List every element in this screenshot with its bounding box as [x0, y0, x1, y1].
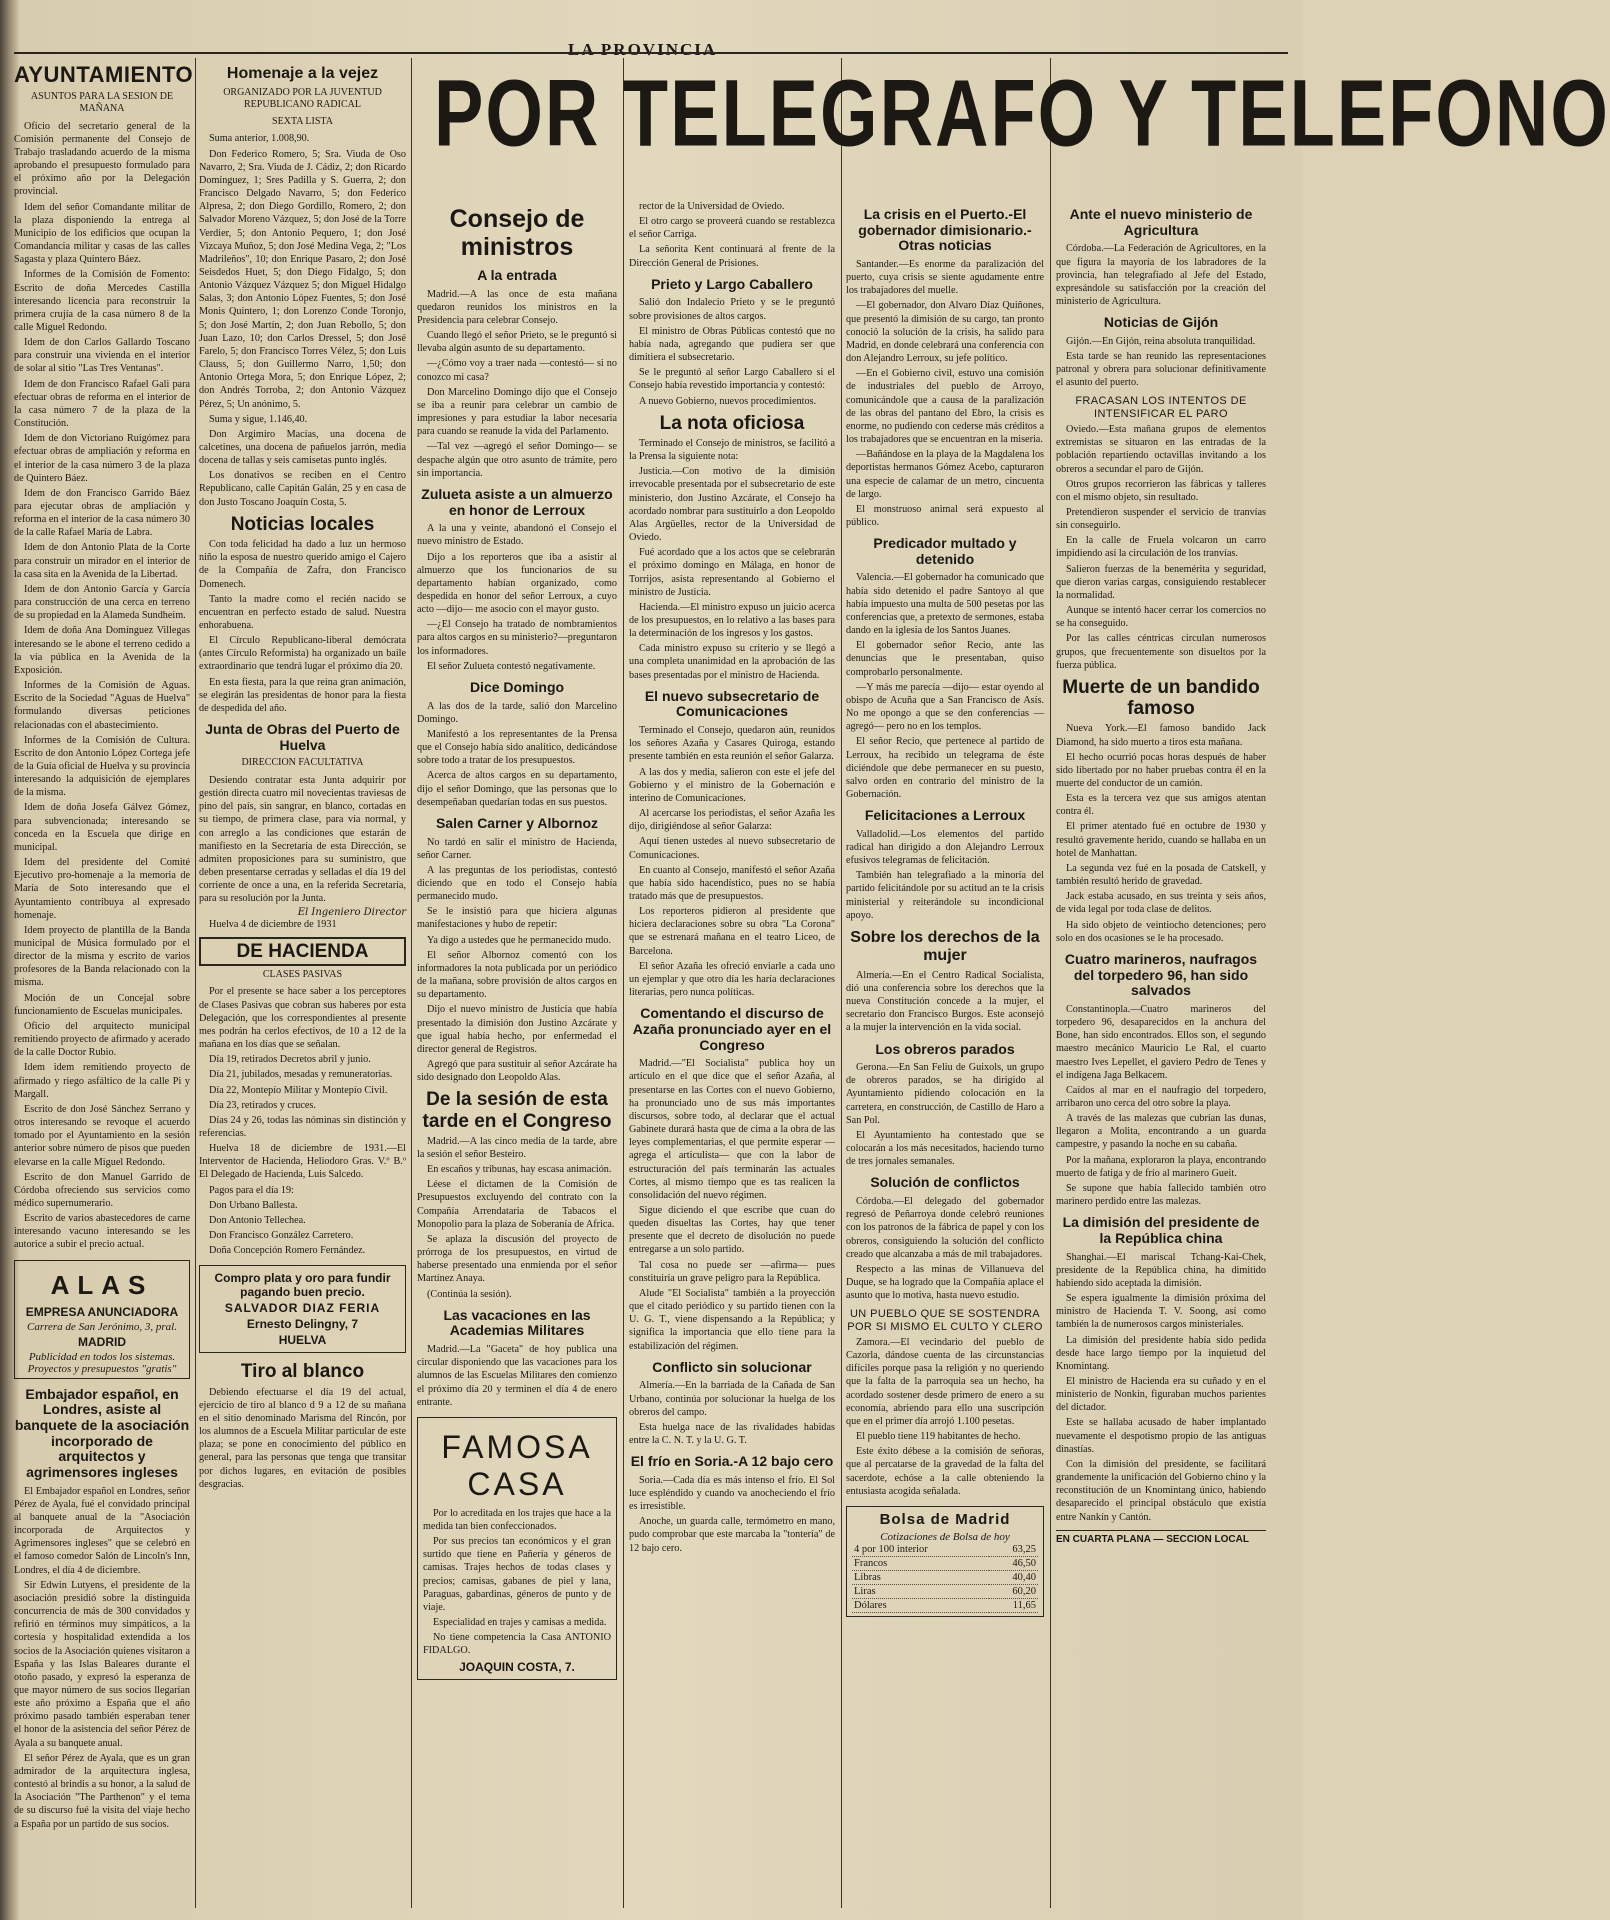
bolsa-row — [852, 1570, 1038, 1584]
paragraph: Día 21, jubilados, mesadas y remuneratorias. — [209, 1069, 393, 1081]
paragraph: Día 19, retirados Decretos abril y junio. — [209, 1054, 371, 1066]
paragraph: Doña Concepción Romero Fernández. — [209, 1245, 366, 1257]
bolsa-row — [852, 1598, 1038, 1612]
ad-line: Publicidad en todos los sistemas. Proyectos y presupuestos "gratis" — [27, 1350, 177, 1375]
paragraph: El pueblo tiene 119 habitantes de hecho. — [856, 1431, 1021, 1443]
paragraph: Ha sido objeto de veintiocho detenciones; pero solo en dos ocasiones se le ha procesado. — [1056, 919, 1266, 944]
dateline: Huelva 4 de diciembre de 1931 — [209, 919, 337, 931]
article-body — [846, 258, 1044, 529]
paragraph: rector de la Universidad de Oviedo. — [639, 201, 785, 212]
paragraph: Tanto la madre como el recién nacido se encuentran en perfecto estado de salud. Nuestra enhorabuena. — [199, 593, 406, 631]
paragraph: Dijo el nuevo ministro de Justicia que había presentado la dimisión don Justino Azcárate y que igual había hecho, por enfermedad el director general de Registros. — [417, 1004, 617, 1055]
paragraph: El gobernador señor Recio, ante las denuncias que le presentaban, quiso comprobarlo personalmente. — [846, 640, 1044, 678]
paragraph: El señor Pérez de Ayala, que es un gran admirador de la arquitectura inglesa, contestó al brindis a su honor, a la salud de la Asociación "The Parthenon" y el tema de su discurso fué la visita del viaje hecho a España por un partido de sus socios. — [14, 1752, 190, 1830]
paragraph: El señor Azaña les ofreció enviarle a cada uno un ejemplar y que otro día les haría declaraciones literarias, pero nunca políticas. — [629, 960, 835, 999]
ad-line: JOAQUIN COSTA, 7. — [459, 1659, 575, 1674]
bolsa-value: 40,40 — [989, 1570, 1038, 1584]
article-body — [846, 1195, 1044, 1302]
paragraph: Soria.—Cada día es más intenso el frío. El Sol luce espléndido y cuando va anocheciendo el frío es irresistible. — [629, 1474, 835, 1513]
paragraph: Idem idem remitiendo proyecto de afirmado y riego asfáltico de la calle Pi y Margall. — [14, 1062, 190, 1100]
paragraph: Manifestó a los representantes de la Prensa que el Consejo había sido analítico, dedicándose sobre todo a tratar de los presupuestos. — [417, 728, 617, 767]
footer-ref-left: EN CUARTA PLANA — [1056, 1533, 1151, 1545]
article-body — [417, 700, 617, 809]
paragraph: Con la dimisión del presidente, se facilitará grandemente la unificación del Gobierno chino y la reconstitución de un Knomintang único, habiendo desaparecido el principal obstáculo que existía entre Nankín y Cantón. — [1056, 1458, 1266, 1523]
paragraph: Idem de doña Josefa Gálvez Gómez, para subvencionada; interesando se conceda en la Escuela que dirige en municipal. — [14, 802, 190, 853]
column-provincias — [846, 200, 1044, 1910]
paragraph: Valencia.—El gobernador ha comunicado que había sido detenido el padre Santoyo al que había impuesto una multa de 500 pesetas por las conferencias que, a pretexto de sermones, estaba dando en la iglesia de los Santos Juanes. — [846, 572, 1044, 637]
column-rule — [623, 58, 624, 1908]
paragraph: Salió don Indalecio Prieto y se le preguntó sobre provisiones de altos cargos. — [629, 297, 835, 322]
paragraph: Zamora.—El vecindario del pueblo de Cazorla, dándose cuenta de las circunstancias difíciles porque pasa la religión y no queriendo que la falta de la parroquia sea un hecho, ha acordado sostener desde primero de enero a su economía, abriendo para ello una suscripción que en el primer día arrojó 1.100 pesetas. — [846, 1336, 1044, 1427]
article-body — [846, 828, 1044, 922]
paragraph: Madrid.—A las once de esta mañana quedaron reunidos los ministros en la Presidencia para celebrar Consejo. — [417, 288, 617, 326]
paragraph: Se espera igualmente la dimisión próxima del ministro de Hacienda T. V. Soong, así como también la de numerosos cargos ministeriales. — [1056, 1293, 1266, 1331]
paragraph: El ministro de Obras Públicas contestó que no había nada, agregando que pudiera ser que dimitiera el subsecretario. — [629, 325, 835, 364]
paragraph: Idem de don Francisco Garrido Báez para ejecutar obras de ampliación y reforma en el interior de la casa número 30 de la calle Rafael María de Labra. — [14, 487, 190, 539]
paragraph: La dimisión del presidente había sido pedida desde hace largo tiempo por la inquietud del Knomintang. — [1056, 1334, 1266, 1372]
article-body — [629, 1379, 835, 1447]
paragraph: Idem del señor Comandante militar de la plaza disponiendo la entrega al Municipio de los edificios que ocupan la Comandancia militar y casas de las calles Sagasta y plaza Quintero Báez. — [14, 201, 190, 266]
paragraph: (Continúa la sesión). — [427, 1288, 512, 1300]
paragraph: Córdoba.—La Federación de Agricultores, en la que figura la mayoría de los labradores de la provincia, han telegrafiado al Jefe del Estado, expresándole su satisfacción por la creación del ministerio de Agricultura. — [1056, 243, 1266, 307]
paragraph: Justicia.—Con motivo de la dimisión irrevocable presentada por el subsecretario de este ministerio, don Justino Azcárate, el Consejo ha acordado nombrar para sustituirlo a don Leopoldo Alas Argüelles, rector de la Universidad de Oviedo. — [629, 466, 835, 544]
paragraph: Córdoba.—El delegado del gobernador regresó de Peñarroya donde celebró reuniones con los patronos de la fábrica de papel y con los obreros, consiguiendo la solución del conflicto creado que alcanzaba a más de mil trabajadores. — [846, 1196, 1044, 1260]
paragraph: Dijo a los reporteros que iba a asistir al almuerzo que los funcionarios de su departamento habían organizado, como despedida en honor del señor Lerroux, a cuyo acto —dijo— me asocio con el mayor gusto. — [417, 551, 617, 616]
paragraph: Especialidad en trajes y camisas a medida. — [433, 1617, 607, 1629]
paragraph: En esta fiesta, para la que reina gran animación, se elegirán las presidentas de honor para la fiesta de despedida del año. — [199, 676, 406, 714]
paragraph: A través de las malezas que cubrían las dunas, llegaron a Molita, encontrando a un guarda campestre, y pasando la noche en su cabaña. — [1056, 1113, 1266, 1151]
article-body — [846, 1061, 1044, 1168]
paragraph: Esta huelga nace de las rivalidades habidas entre la C. N. T. y la U. G. T. — [629, 1421, 835, 1446]
footer-ref: EN CUARTA PLANA — SECCION LOCAL — [1056, 1530, 1266, 1545]
paragraph: Oviedo.—Esta mañana grupos de elementos extremistas se situaron en las entradas de la población repartiendo octavillas invitando a los obreros a secundar el paro de Gijón. — [1056, 424, 1266, 475]
paragraph: El ministro de Hacienda era su cuñado y en el ministerio de Nonkin, figuraban muchos parientes del dictador. — [1056, 1376, 1266, 1414]
paragraph: Terminado el Consejo de ministros, se facilitó a la Prensa la siguiente nota: — [629, 437, 835, 463]
section-title: Zulueta asiste a un almuerzo en honor de Lerroux — [421, 485, 613, 518]
paragraph: Este éxito débese a la comisión de señoras, que al percatarse de la gravedad de la falta del sacerdote, echóse a la calle obteniendo la entusiasta acogida señalada. — [846, 1446, 1044, 1497]
ad-title: FAMOSA CASA — [441, 1428, 593, 1502]
paragraph: —Tal vez —agregó el señor Domingo— se despache algún que otro asunto de trámite, pero sin importancia. — [417, 441, 617, 479]
article-body — [423, 1507, 611, 1658]
paragraph: —Y más me parecía —dijo— estar oyendo al obispo de Acuña que a San Francisco de Asís. No me opongo a que se den conferencias —agregó— pero no en los templos. — [846, 681, 1044, 733]
article-body — [1056, 335, 1266, 390]
bolsa-label: Dólares — [852, 1598, 989, 1612]
paragraph: Se supone que había fallecido también otro marinero perdido entre las malezas. — [1056, 1182, 1266, 1208]
section-title: Sobre los derechos de la mujer — [850, 928, 1040, 964]
article-body — [846, 1336, 1044, 1498]
paragraph: Cada ministro expuso su criterio y se llegó a una completa unanimidad en la aprobación de las bases presentadas por el ministro de Hacienda. — [629, 643, 835, 681]
section-title: Prieto y Largo Caballero — [651, 275, 813, 292]
article-body — [14, 1485, 190, 1831]
article-body — [199, 985, 406, 1257]
paragraph: —¿El Consejo ha tratado de nombramientos para altos cargos en su ministerio?—preguntaron los informadores. — [417, 619, 617, 657]
ad-line: Compro plata y oro para fundir pagando buen precio. — [214, 1271, 391, 1300]
section-title: Los obreros parados — [875, 1040, 1015, 1057]
section-title: Embajador español, en Londres, asiste al banquete de la asociación incorporado de arquitectos y agrimensores ingleses — [14, 1385, 190, 1480]
paragraph: El otro cargo se proveerá cuando se restablezca el señor Carriga. — [629, 216, 835, 241]
article-body — [199, 132, 406, 508]
article-body — [199, 1386, 406, 1491]
paragraph: Por la mañana, exploraron la playa, encontrando muerto de fatiga y de frío al marinero Gueit. — [1056, 1154, 1266, 1179]
section-title: Noticias locales — [230, 513, 375, 535]
column-rule — [411, 58, 412, 1908]
paragraph: No tiene competencia la Casa ANTONIO FIDALGO. — [423, 1632, 611, 1657]
compro-ad — [199, 1265, 406, 1353]
bolsa-box — [846, 1506, 1044, 1617]
footer-ref-right: SECCION LOCAL — [1166, 1533, 1249, 1545]
section-title: De la sesión de esta tarde en el Congreso — [422, 1089, 612, 1132]
section-title: UN PUEBLO QUE SE SOSTENDRA POR SI MISMO EL CULTO Y CLERO — [847, 1308, 1043, 1333]
paragraph: Pretendieron suspender el servicio de tranvías sin conseguirlo. — [1056, 506, 1266, 532]
paragraph: Los donativos se reciben en el Centro Republicano, calle Capitán Galán, 25 y en casa de don Justo Toscano Joaquín Costa, 5. — [199, 470, 406, 508]
section-subtitle: ASUNTOS PARA LA SESION DE MAÑANA — [30, 90, 174, 115]
paragraph: Se le insistió para que hiciera algunas manifestaciones y hubo de repetir: — [417, 906, 617, 931]
paragraph: Por las calles céntricas circulan numerosos grupos, que frecuentemente son disueltos por la fuerza pública. — [1056, 633, 1266, 671]
paragraph: Don Federico Romero, 5; Sra. Viuda de Oso Navarro, 2; Sra. Viuda de J. Cádiz, 2; don Ricardo Domínguez, 1; Sres Padilla y S. Guerra, 2; don Francisco Delgado Navarro, 5; don Federico Alpresa, 2; don Diego Gordillo, Romero, 2; don Salvador Moreno Vázquez, 5; don José de la Torre Verdier, 5; don Antonio Pequero, 1; don José Vizcaya Muñoz, 5; don José Medina Vega, 2; "Los Madrileños", 10; don Enrique Pasaro, 2; don José Seisdedos Huet, 5; don Diego Fidalgo, 5; don Antonio Vázquez Vázquez 5; don Miguel Hidalgo Salas, 3; don Antonio López Fuentes, 5; don José Monis Quintero, 1; don Lorenzo Conde Toronjo, 5; don José Martín, 2; don Juan Rebollo, 5; don Juan Lazo, 10; don Carlos Dressel, 5; don José Farelo, 5; don Francisco Torres Vélez, 5; don Luis Clauss, 5; don Guillermo Narro, 1,50; don Antonio Ortega Mora, 5; don Enrique López, 2; don Andrés Torroba, 2; don Antonio Vázquez Pérez, 5; Un anónimo, 5. — [199, 148, 406, 410]
bolsa-label: Francos — [852, 1556, 989, 1570]
section-subtitle: Cotizaciones de Bolsa de hoy — [880, 1530, 1010, 1543]
paragraph: Día 22, Montepío Militar y Montepío Civil. — [209, 1084, 388, 1096]
paragraph: Debiendo efectuarse el día 19 del actual, ejercicio de tiro al blanco d 9 a 12 de su mañana en el sitio denominado Marisma del Rincón, por los alumnos de a Escuela Militar particular de este plaza; se pone en conocimiento del público en general, para las personas que tenga que transitar por dichos lugares, en evitación de posibles desgracias. — [199, 1386, 406, 1490]
paragraph: Al acercarse los periodistas, el señor Azaña les dijo, dirigiéndose al señor Galarza: — [629, 808, 835, 833]
paragraph: Suma y sigue, 1.146,40. — [209, 413, 308, 425]
ad-title: ALAS — [50, 1269, 154, 1300]
paragraph: Terminado el Consejo, quedaron aún, reunidos los señores Azaña y Casares Quiroga, estando presente también en esta reunión el señor Galarza. — [629, 725, 835, 763]
paragraph: Acerca de altos cargos en su departamento, dijo el señor Domingo, que las personas que lo desempeñaban quedarían todas en sus puestos. — [417, 770, 617, 808]
section-title: Solución de conflictos — [870, 1174, 1020, 1191]
paragraph: El señor Albornoz comentó con los informadores la nota publicada por un periódico de la mañana, sobre provisión de altos cargos en su departamento. — [417, 949, 617, 1001]
paragraph: A las preguntas de los periodistas, contestó diciendo que en todo el Consejo había permanecido mudo. — [417, 864, 617, 903]
paragraph: Escrito de don Manuel Garrido de Córdoba ofreciendo sus servicios como médico supernumerario. — [14, 1171, 190, 1209]
paragraph: Salieron fuerzas de la benemérita y seguridad, que dieron varias cargas, consiguiendo restablecer la normalidad. — [1056, 563, 1266, 601]
paragraph: Valladolid.—Los elementos del partido radical han dirigido a don Alejandro Lerroux efusivos telegramas de felicitación. — [846, 828, 1044, 867]
section-title: Ante el nuevo ministerio de Agricultura — [1069, 206, 1253, 238]
paragraph: Respecto a las minas de Villanueva del Duque, se ha logrado que la Compañía aplace el asunto que lo motiva, hasta nuevo estudio. — [846, 1263, 1044, 1302]
paragraph: Alude "El Socialista" también a la proyección que el citado periódico y su partido tienen con la U. G. T., viene dispensando a la República; y significa la importancia que ello tiene para la estabilización del régimen. — [629, 1287, 835, 1352]
masthead: LA PROVINCIA — [568, 40, 718, 59]
paragraph: Oficio del secretario general de la Comisión permanente del Consejo de Trabajo trasladando acuerdo de la misma aprobando el presupuesto formulado para el próximo año por la Delegación provincial. — [14, 120, 190, 198]
article-body — [629, 1474, 835, 1555]
paragraph: Ya digo a ustedes que he permanecido mudo. — [427, 934, 611, 946]
ad-line: Carrera de San Jerónimo, 3, pral. — [27, 1320, 177, 1333]
article-body — [846, 571, 1044, 801]
paragraph: El hecho ocurrió pocas horas después de haber sido libertado por no haber pruebas contra él en la muerte del conductor de un camión. — [1056, 751, 1266, 790]
section-title: Salen Carner y Albornoz — [435, 814, 599, 831]
section-title: La nota oficiosa — [659, 412, 805, 434]
ad-line: MADRID — [78, 1334, 126, 1349]
bolsa-value: 60,20 — [989, 1584, 1038, 1598]
paragraph: Idem de doña Ana Domínguez Villegas interesando se le abone el terreno cedido a la vía pública en la Avenida de la Exposición. — [14, 625, 190, 676]
column-consejo — [417, 200, 617, 1910]
paragraph: También han telegrafiado a la minoría del partido felicitándole por su actitud an te la crisis ministerial y reiterándole su incondicional apoyo. — [846, 870, 1044, 921]
section-title: Felicitaciones a Lerroux — [864, 807, 1026, 824]
signature: El Ingeniero Director — [297, 907, 406, 919]
column-rule — [195, 58, 196, 1908]
article-body — [629, 724, 835, 999]
paragraph: El Embajador español en Londres, señor Pérez de Ayala, fué el convidado principal al banquete anual de la "Asociación incorporada de Arquitectos y Agrimensores ingleses" que se celebró en el famoso comedor Salón de Lincoln's Inn, Londres, el día 4 de diciembre. — [14, 1485, 190, 1576]
paragraph: Don Francisco González Carretero. — [209, 1230, 354, 1242]
paragraph: Madrid.—A las cinco media de la tarde, abre la sesión el señor Besteiro. — [417, 1135, 617, 1161]
paragraph: Este se hallaba acusado de haber implantado nuevamente el despotismo propio de las antiguas dinastías. — [1056, 1417, 1266, 1455]
paragraph: Nueva York.—El famoso bandido Jack Diamond, ha sido muerto a tiros esta mañana. — [1056, 723, 1266, 748]
section-title: AYUNTAMIENTO — [14, 62, 194, 87]
section-subtitle: DIRECCION FACULTATIVA — [241, 757, 364, 769]
banner-headline: POR TELEGRAFO Y TELEFONO — [434, 59, 1610, 166]
paragraph: Escrito de varios abastecedores de carne interesando vacuno interesando se les autorice a subir el precio actual. — [14, 1213, 190, 1251]
bolsa-label: Liras — [852, 1584, 989, 1598]
column-extranjero — [1056, 200, 1266, 1910]
paragraph: La señorita Kent continuará al frente de la Dirección General de Prisiones. — [629, 244, 835, 269]
paragraph: En escaños y tribunas, hay escasa animación. — [427, 1164, 612, 1176]
paragraph: Esta es la tercera vez que sus amigos atentan contra él. — [1056, 793, 1266, 818]
bolsa-row — [852, 1543, 1038, 1557]
paragraph: Idem de don Antonio García y García para construcción de una cerca en terreno de su propiedad en la Alameda Sundheim. — [14, 583, 190, 622]
section-title: El nuevo subsecretario de Comunicaciones — [644, 687, 820, 720]
paragraph: El primer atentado fué en octubre de 1930 y resultó gravemente herido, cuando se hallaba en un hotel de Manhattan. — [1056, 821, 1266, 859]
paragraph: Días 24 y 26, todas las nóminas sin distinción y referencias. — [199, 1114, 406, 1139]
column-homenaje — [199, 58, 406, 1910]
paragraph: Por sus precios tan económicos y el gran surtido que tiene en Pañería y géneros de camisas. Trajes hechos de todas clases y precios; camisas, gabanes de piel y lana, Paraguas, gabardinas, géneros de punto y de viaje. — [423, 1536, 611, 1613]
paragraph: Informes de la Comisión de Cultura. Escrito de don Antonio López Cortega jefe de la Guía oficial de Huelva y su provincia interesando la adquisición de ejemplares de la misma. — [14, 734, 190, 799]
paragraph: Don Argimiro Macías, una docena de calcetines, una docena de pañuelos jarrón, media docena de tallas y seis camisetas punto inglés. — [199, 428, 406, 467]
paragraph: Informes de la Comisión de Fomento: Escrito de doña Mercedes Castilla interesando licencia para reconstruir la primera crujía de la casa número 8 de la calle Miguel Redondo. — [14, 269, 190, 333]
paragraph: Por lo acreditada en los trajes que hace a la medida tan bien confeccionados. — [423, 1507, 611, 1533]
paragraph: Sigue diciendo el que escribe que cuan do queden disueltas las Cortes, hay que tener presente que el decreto de disolución no puede entregarse a un solo partido. — [629, 1204, 835, 1256]
article-body — [1056, 1251, 1266, 1524]
paragraph: El señor Recio, que pertenece al partido de Lerroux, ha recibido un telegrama de éste diciéndole que debe permanecer en su puesto, salvo orden en contrario del ministro de la Gobernación. — [846, 736, 1044, 800]
article-body — [14, 120, 190, 1252]
article-body — [846, 969, 1044, 1035]
bolsa-value: 11,65 — [989, 1598, 1038, 1612]
section-title: Junta de Obras del Puerto de Huelva — [205, 721, 400, 753]
section-title: Homenaje a la vejez — [226, 65, 379, 82]
paragraph: No tardó en salir el ministro de Hacienda, señor Carner. — [417, 836, 617, 861]
article-body — [1056, 242, 1266, 308]
paragraph: Santander.—Es enorme da paralización del puerto, cuya crisis se siente agudamente entre los trabajadores del muelle. — [846, 259, 1044, 297]
section-title: FRACASAN LOS INTENTOS DE INTENSIFICAR EL PARO — [1075, 395, 1247, 420]
paragraph: A la una y veinte, abandonó el Consejo el nuevo ministro de Estado. — [417, 523, 617, 548]
section-title: Consejo de ministros — [449, 205, 585, 261]
ad-line: HUELVA — [278, 1333, 327, 1348]
paragraph: Idem de don Carlos Gallardo Toscano para construir una vivienda en el interior de solar al sitio "Las Tres Ventanas". — [14, 337, 190, 375]
paragraph: Sir Edwin Lutyens, el presidente de la asociación presidió sobre la distinguida concurrencia de más de 300 convidados y refirió en términos muy simpáticos, a la cortesía y hospitalidad extendida a los socios de la Asociación quienes visitaron a España y las Islas Baleares durante el otoño pasado, y expresó la esperanza de que mayor número de sus socios llegarían este año próximo a España que el año próximo pasado también esperaban tener el honor de la asistencia del señor Pérez de Ayala a su banquete anual. — [14, 1579, 190, 1749]
article-body — [1056, 423, 1266, 672]
paragraph: —En el Gobierno civil, estuvo una comisión de industriales del pueblo de Arroyo, comunicándole que a causa de la paralización de las obras del pantano del Ebro, la crisis es enorme, no pudiendo con cederse más créditos a los trabajadores que se encuentran en la miseria. — [846, 368, 1044, 446]
paragraph: Idem de don Francisco Rafael Gali para efectuar obras de reforma en el interior de la casa número 7 de la plaza de la Constitución. — [14, 378, 190, 430]
paragraph: Por el presente se hace saber a los perceptores de Clases Pasivas que cobran sus haberes por esta Delegación, que los correspondientes al presente mes podrán ha cerlos efectivos, de 10 a 12 de la mañana en los días que se señalan. — [199, 986, 406, 1051]
paragraph: Se aplaza la discusión del proyecto de prórroga de los presupuestos, en virtud de haberse presentado una enmienda por el señor Martínez Anaya. — [417, 1233, 617, 1285]
article-body — [1056, 1003, 1266, 1208]
paragraph: El señor Zulueta contestó negativamente. — [427, 660, 596, 672]
bolsa-label: Libras — [852, 1570, 989, 1584]
section-title: Cuatro marineros, naufragos del torpedero 96, han sido salvados — [1064, 950, 1258, 999]
paragraph: Caídos al mar en el naufragio del torpedero, arribaron uno cerca del otro sobre la playa. — [1056, 1084, 1266, 1109]
article-body — [629, 200, 835, 270]
ad-line: EMPRESA ANUNCIADORA — [25, 1304, 179, 1319]
paragraph: Moción de un Concejal sobre funcionamiento de Escuelas municipales. — [14, 992, 190, 1017]
paragraph: Idem proyecto de plantilla de la Banda municipal de Música formulado por el director de la misma y escrito de varios profesores de la Banda relacionado con la misma. — [14, 924, 190, 989]
ad-line: SALVADOR DIAZ FERIA — [224, 1301, 381, 1316]
paragraph: Se le preguntó al señor Largo Caballero si el Consejo había revestido importancia y contestó: — [629, 367, 835, 392]
paragraph: —¿Cómo voy a traer nada —contestó— si no conozco mi casa? — [417, 358, 617, 383]
section-title: La dimisión del presidente de la República china — [1062, 1214, 1260, 1246]
paragraph: Informes de la Comisión de Aguas. Escrito de la Sociedad "Aguas de Huelva" formulando diversas peticiones relacionadas con el abastecimiento. — [14, 680, 190, 731]
section-title: Bolsa de Madrid — [879, 1510, 1011, 1528]
bolsa-row — [852, 1584, 1038, 1598]
bolsa-row — [852, 1556, 1038, 1570]
paragraph: Pagos para el día 19: — [209, 1184, 294, 1196]
section-title: El frío en Soria.-A 12 bajo cero — [630, 1453, 834, 1470]
section-title: A la entrada — [477, 267, 557, 283]
paragraph: A las dos de la tarde, salió don Marcelino Domingo. — [417, 700, 617, 725]
paragraph: Desiendo contratar esta Junta adquirir por gestión directa cuatro mil novecientas traviesas de pino del país, sin sangrar, en blanco, cortadas en su tiempo, de primera clase, para vía normal, y con arreglo a las condiciones que estarán de manifiesto en la Secretaría de esta Dirección, se admiten proposiciones para su suministro, que deben presentarse cerradas y selladas el día 19 del corriente de once a una, en la referida Secretaría, para su resolución por la Junta. — [199, 774, 406, 905]
bolsa-value: 46,50 — [989, 1556, 1038, 1570]
section-title: Noticias de Gijón — [1103, 314, 1219, 331]
section-title: Predicador multado y detenido — [873, 535, 1017, 567]
paragraph: Don Antonio Tellechea. — [209, 1214, 306, 1226]
paragraph: Oficio del arquitecto municipal remitiendo proyecto de afirmado y acerado de la calle Doctor Rubio. — [14, 1020, 190, 1059]
paragraph: Don Urbano Ballesta. — [209, 1199, 298, 1211]
bolsa-label: 4 por 100 interior — [852, 1543, 989, 1557]
article-body — [629, 296, 835, 407]
paragraph: Madrid.—La "Gaceta" de hoy publica una circular disponiendo que las vacaciones para los alumnos de las Escuelas Militares den comienzo el próximo día 20 y terminen el día 4 de enero entrante. — [417, 1344, 617, 1408]
paragraph: Hacienda.—El ministro expuso un juicio acerca de los presupuestos, en lo relativo a las bases para la determinación de los ingresos y los gastos. — [629, 601, 835, 640]
famosa-casa-ad — [417, 1417, 617, 1680]
paragraph: En cuanto al Consejo, manifestó el señor Azaña que había sido hacendístico, pues no se había tratado más que de presupuestos. — [629, 864, 835, 902]
paragraph: A las dos y media, salieron con este el jefe del Gobierno y el ministro de la Gobernación e interino de Comunicaciones. — [629, 766, 835, 804]
paragraph: Otros grupos recorrieron las fábricas y talleres con el mismo objeto, sin resultado. — [1056, 478, 1266, 503]
paragraph: A nuevo Gobierno, nuevos procedimientos. — [639, 395, 817, 407]
column-ayuntamiento — [14, 58, 194, 1910]
paragraph: Tal cosa no puede ser —afirma— pues constituiría un grave peligro para la República. — [629, 1259, 835, 1284]
bolsa-table — [852, 1543, 1038, 1613]
paragraph: Los reporteros pidieron al presidente que hiciera declaraciones sobre su obra "La Corona" que se estrenará mañana en el teatro Liceo, de Barcelona. — [629, 906, 835, 957]
column-rule — [1050, 58, 1051, 1908]
section-title: DE HACIENDA — [199, 937, 406, 966]
paragraph: Escrito de don José Sánchez Serrano y otros interesando se revoque el acuerdo tomado por el Ayuntamiento en la sesión anterior sobre número de pisos que pueden elevarse en la calle Miguel Redondo. — [14, 1103, 190, 1168]
paragraph: Shanghai.—El mariscal Tchang-Kai-Chek, presidente de la República china, ha dimitido habiendo sido aceptada la dimisión. — [1056, 1251, 1266, 1289]
article-body — [417, 1135, 617, 1301]
ad-line: Ernesto Delingny, 7 — [246, 1317, 359, 1332]
column-consejo-cont — [629, 200, 835, 1910]
section-title: Muerte de un bandido famoso — [1062, 676, 1260, 720]
paragraph: Don Marcelino Domingo dijo que el Consejo se iba a reunir para celebrar un cambio de impresiones y para estudiar la labor necesaria para cuando se reanude la vida del Parlamento. — [417, 386, 617, 438]
section-title: Tiro al blanco — [240, 1361, 365, 1383]
column-rule — [841, 58, 842, 1908]
paragraph: Idem de don Victoriano Ruigómez para efectuar obras de ampliación y reforma en el interior de la casa número 3 de la plaza de Quintero Báez. — [14, 433, 190, 484]
section-title: La crisis en el Puerto.-El gobernador dimisionario.-Otras noticias — [858, 206, 1032, 254]
paragraph: Idem de don Antonio Plata de la Corte para construir un mirador en el interior de la casa sita en la Avenida de la Libertad. — [14, 542, 190, 580]
article-body — [199, 538, 406, 715]
paragraph: Huelva 18 de diciembre de 1931.—El Interventor de Hacienda, Heliodoro Gras. V.º B.º El Delegado de Hacienda, Luis Salcedo. — [199, 1143, 406, 1181]
paragraph: Constantinopla.—Cuatro marineros del torpedero 96, desaparecidos en la anchura del Bone, han sido encontrados. Ellos son, el segundo maestro mecánico Mauricio Le Ral, el cuarto maestro Ives Lepellet, el gaviero Pedro de Tenes y el indígena Jaga Belkacem. — [1056, 1003, 1266, 1081]
article-body — [629, 437, 835, 682]
paragraph: El Círculo Republicano-liberal demócrata (antes Círculo Reformista) ha organizado un baile extraordinario que tendrá lugar el próximo día 20. — [199, 635, 406, 673]
paragraph: Suma anterior, 1.008,90. — [209, 133, 310, 145]
paragraph: La segunda vez fué en la posada de Catskell, y también resultó herido de gravedad. — [1056, 862, 1266, 888]
article-body — [417, 836, 617, 1085]
paragraph: Aunque se intentó hacer cerrar los comercios no se ha conseguido. — [1056, 605, 1266, 630]
paragraph: Esta tarde se han reunido las representaciones patronal y obrera para solucionar definitivamente el asunto del puerto. — [1056, 350, 1266, 389]
paragraph: Almería.—En la barriada de la Cañada de San Urbano, continúa por solucionar la huelga de los obreros del campo. — [629, 1380, 835, 1418]
paragraph: Con toda felicidad ha dado a luz un hermoso niño la esposa de nuestro querido amigo el Cajero de la Compañía de Zafra, don Francisco Domenech. — [199, 539, 406, 590]
top-rule — [14, 52, 1288, 54]
section-title: Las vacaciones en las Academias Militares — [443, 1306, 591, 1339]
paragraph: Fué acordado que a los actos que se celebrarán el próximo domingo en Málaga, en honor de Torrijos, asista representando al Gobierno el ministro de Justicia. — [629, 547, 835, 598]
article-body — [417, 1343, 617, 1409]
paragraph: —El gobernador, don Alvaro Díaz Quiñones, que presentó la dimisión de su cargo, tan pronto conoció la solución de la crisis, ha salido para Madrid, en donde celebrará una conferencia con don Alejandro Lerroux, su jefe político. — [846, 300, 1044, 365]
bolsa-value: 63,25 — [989, 1543, 1038, 1557]
paragraph: Agregó que para sustituir al señor Azcárate ha sido designado don Leopoldo Alas. — [417, 1059, 617, 1084]
section-title: Conflicto sin solucionar — [652, 1358, 812, 1375]
section-subtitle: CLASES PASIVAS — [262, 968, 343, 980]
paragraph: —Bañándose en la playa de la Magdalena los deportistas hermanos Gómez Acebo, capturaron una especie de calamar de un metro, cincuenta de largo. — [846, 449, 1044, 500]
section-title: Dice Domingo — [469, 678, 565, 695]
section-subtitle: ORGANIZADO POR LA JUVENTUD REPUBLICANO RADICAL — [223, 86, 382, 111]
paragraph: Anoche, un guarda calle, termómetro en mano, pudo comprobar que este marcaba la "tontería" de 12 bajo cero. — [629, 1516, 835, 1554]
section-title: Comentando el discurso de Azaña pronunciado ayer en el Congreso — [632, 1005, 832, 1053]
paragraph: Madrid.—"El Socialista" publica hoy un artículo en el que dice que el señor Azaña, al presentarse en las Cortes con el nuevo Gobierno, ha pronunciado uno de sus más importantes discursos, sobre todo, al declarar que el actual Gabinete durará hasta que de cima a la obra de las leyes complementarias, el que permite esperar —agrega el articulista— que con la labor de estructuración del país terminarán las actuales Cortes, al mismo tiempo que es tas realicen la consolidación del nuevo régimen. — [629, 1058, 835, 1201]
article-body — [629, 1057, 835, 1352]
section-subtitle: SEXTA LISTA — [272, 115, 333, 127]
paragraph: Cuando llegó el señor Prieto, se le preguntó si llevaba algún asunto de su departamento. — [417, 330, 617, 355]
paragraph: Idem del presidente del Comité Ejecutivo pro-homenaje a la memoria de María de Soto interesando que el Ayuntamiento contribuya al expresado homenaje. — [14, 857, 190, 921]
paragraph: En la calle de Fruela volcaron un carro impidiendo así la circulación de los tranvías. — [1056, 535, 1266, 560]
paragraph: El Ayuntamiento ha contestado que se colocarán a los más necesitados, haciendo turno de tres jornales semanales. — [846, 1129, 1044, 1168]
paragraph: Jack estaba acusado, en sus treinta y seis años, de vida legal por toda clase de delitos. — [1056, 891, 1266, 916]
article-body — [199, 774, 406, 906]
alas-ad — [14, 1260, 190, 1379]
paragraph: Léese el dictamen de la Comisión de Presupuestos excluyendo del contrato con la Compañía Arrendataria de Tabacos el Monopolio para la plaza de Soberanía de Africa. — [417, 1179, 617, 1230]
paragraph: Aquí tienen ustedes al nuevo subsecretario de Comunicaciones. — [629, 836, 835, 861]
paragraph: Gijón.—En Gijón, reina absoluta tranquilidad. — [1066, 335, 1256, 347]
article-body — [1056, 722, 1266, 945]
paragraph: Día 23, retirados y cruces. — [209, 1099, 316, 1111]
article-body — [417, 288, 617, 480]
paragraph: Gerona.—En San Feliu de Guixols, un grupo de obreros parados, se ha dirigido al Ayuntamiento pidiendo colocación en la carretera, en construcción, de Castillo de Haro a San Pol. — [846, 1062, 1044, 1126]
paragraph: Almería.—En el Centro Radical Socialista, dió una conferencia sobre los derechos que la nueva Constitución concede a la mujer, el secretario don Francisco Burgos. Este aconsejó a la mujer la intervención en la vida social. — [846, 969, 1044, 1034]
paragraph: El monstruoso animal será expuesto al público. — [846, 503, 1044, 528]
article-body — [417, 522, 617, 673]
